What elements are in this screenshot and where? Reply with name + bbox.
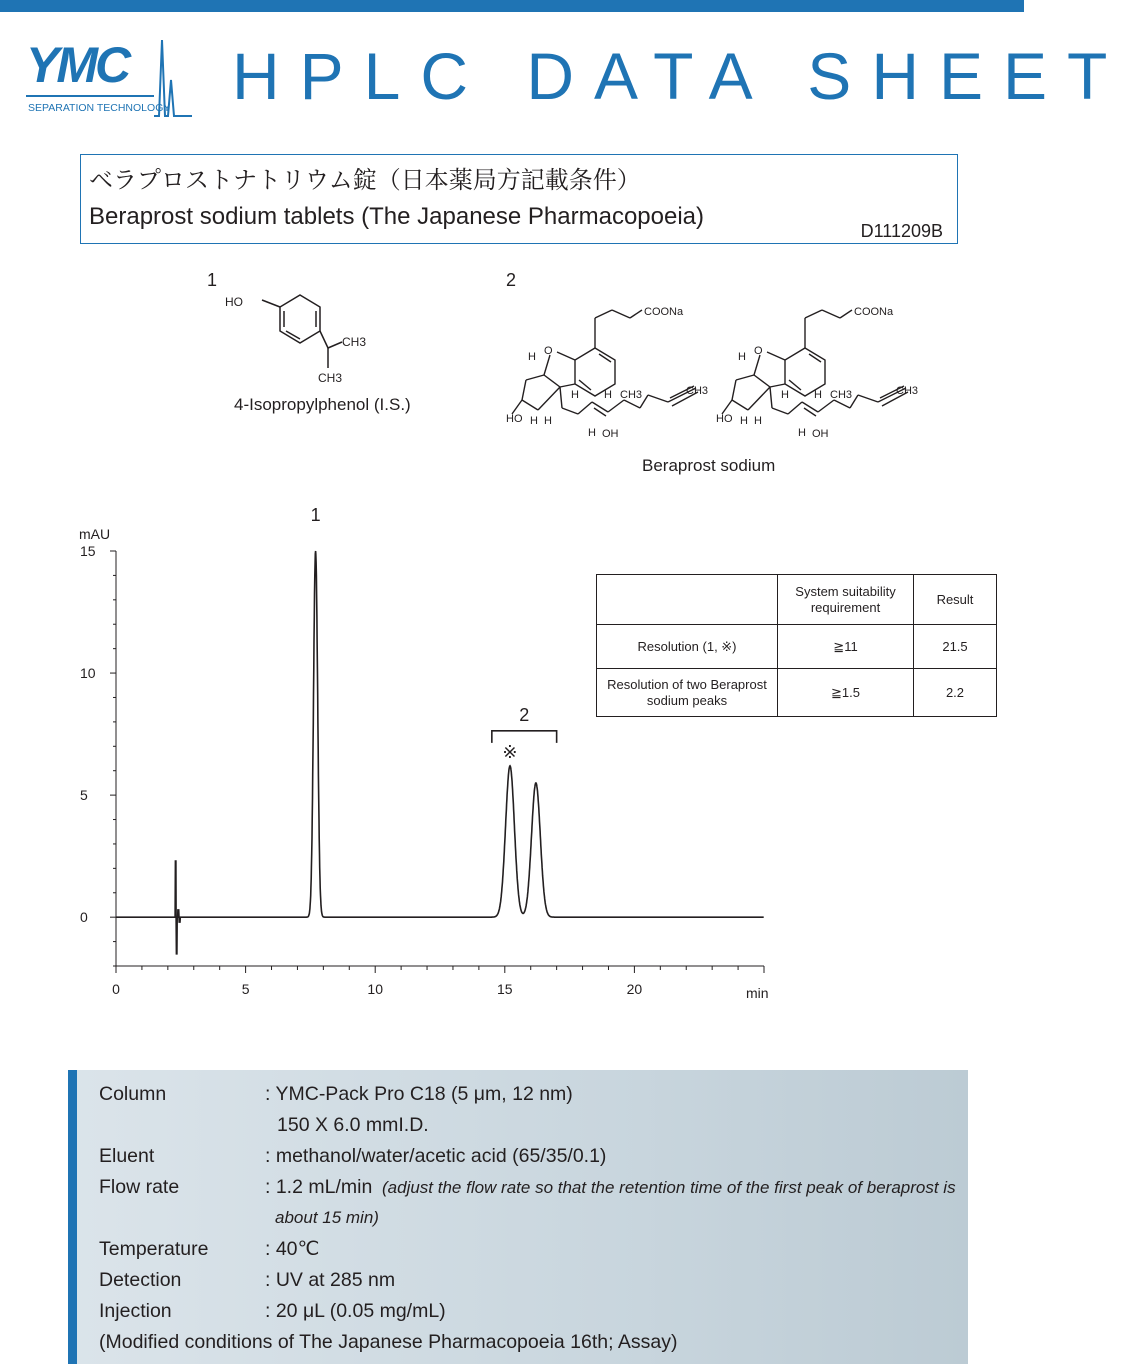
- chromatogram-chart: [0, 490, 1024, 1030]
- condition-flow-note-1: (adjust the flow rate so that the retention time of the first peak of beraprost is: [382, 1178, 956, 1197]
- conditions-panel: [68, 1070, 968, 1364]
- compound-2-label-h-e: H: [544, 415, 552, 427]
- compound-2-label-oh: OH: [602, 428, 619, 440]
- condition-injection-label: Injection: [99, 1300, 172, 1322]
- sst-row-2-item: Resolution of two Beraprost sodium peaks: [597, 669, 778, 717]
- sheet-title: HPLC DATA SHEET: [232, 39, 1127, 113]
- y-tick-label: 10: [80, 665, 96, 682]
- x-axis-label: min: [746, 985, 769, 1001]
- y-tick-label: 15: [80, 543, 96, 559]
- compound-2-label-h-f: H: [588, 427, 596, 439]
- sst-header-item: [597, 575, 778, 625]
- conditions-accent-bar: [68, 1070, 77, 1364]
- compound-2b-label-h-f: H: [798, 427, 806, 439]
- y-tick-label: 0: [80, 909, 88, 926]
- condition-flow-label: Flow rate: [99, 1176, 180, 1198]
- y-tick-label: 5: [80, 787, 88, 804]
- compound-2b-label-o: O: [754, 345, 763, 357]
- x-tick-label: 15: [497, 981, 513, 997]
- logo-text: YMC: [26, 37, 129, 93]
- compound-2-label-o: O: [544, 345, 553, 357]
- compound-2-label-h-b: H: [571, 389, 579, 401]
- sample-title-jp: ベラプロストナトリウム錠（日本薬局方記載条件）: [89, 167, 641, 194]
- x-tick-label: 0: [112, 981, 120, 997]
- compound-2-label-h-a: H: [528, 351, 536, 363]
- system-suitability-table: [596, 574, 997, 717]
- compound-2b-label-h-c: H: [814, 389, 822, 401]
- condition-detection-value: : UV at 285 nm: [265, 1269, 396, 1291]
- sample-title-en: Beraprost sodium tablets (The Japanese Pharmacopoeia): [89, 203, 704, 230]
- peak-ref-mark: ※: [502, 741, 518, 762]
- condition-eluent-label: Eluent: [99, 1145, 155, 1167]
- compound-2-label-coona: COONa: [644, 306, 684, 318]
- compound-1-label-ch3-b: CH3: [318, 371, 343, 385]
- peak-1-label: 1: [310, 505, 321, 525]
- condition-temperature-label: Temperature: [99, 1238, 209, 1260]
- compound-2b-label-coona: COONa: [854, 306, 894, 318]
- y-axis-label: mAU: [79, 526, 111, 542]
- compound-2b-label-oh: OH: [812, 428, 829, 440]
- compound-1-name: 4-Isopropylphenol (I.S.): [234, 395, 411, 414]
- x-tick-label: 5: [241, 981, 250, 997]
- condition-column-value: : YMC-Pack Pro C18 (5 μm, 12 nm): [265, 1083, 573, 1105]
- compound-2b-label-h-b: H: [781, 389, 789, 401]
- sst-row-2-result: 2.2: [914, 669, 997, 717]
- condition-injection-value: : 20 μL (0.05 mg/mL): [265, 1300, 446, 1322]
- sst-header-result: Result: [914, 575, 997, 625]
- compound-2b-label-ch3-a: CH3: [830, 389, 853, 401]
- compound-2-number: 2: [506, 270, 517, 290]
- document-code: D111209B: [860, 221, 943, 241]
- compound-2b-label-h-d: H: [740, 415, 748, 427]
- compound-1-label-ho: HO: [225, 295, 243, 309]
- condition-temperature-value: : 40℃: [265, 1238, 320, 1260]
- compound-2b-label-h-a: H: [738, 351, 746, 363]
- x-tick-label: 10: [367, 981, 383, 997]
- condition-flow-value: : 1.2 mL/min: [265, 1176, 373, 1198]
- compound-1-structure: [220, 290, 380, 390]
- compound-2-label-h-c: H: [604, 389, 612, 401]
- condition-column-label: Column: [99, 1083, 167, 1105]
- ymc-logo: [26, 30, 196, 122]
- compound-2b-label-ho: HO: [716, 413, 733, 425]
- sst-row-1-requirement: ≧11: [778, 625, 914, 669]
- condition-flow-note-2: about 15 min): [275, 1208, 379, 1227]
- compound-1-label-ch3-a: CH3: [342, 335, 367, 349]
- sst-row-2-requirement: ≧1.5: [778, 669, 914, 717]
- compound-2b-label-ch3-b: CH3: [896, 385, 919, 397]
- compound-2b-label-h-e: H: [754, 415, 762, 427]
- compound-2-label-h-d: H: [530, 415, 538, 427]
- compound-1-number: 1: [207, 270, 218, 290]
- x-tick-label: 20: [626, 981, 643, 997]
- compound-2-label-ho: HO: [506, 413, 523, 425]
- condition-eluent-value: : methanol/water/acetic acid (65/35/0.1): [265, 1145, 607, 1167]
- peak-group-label: 2: [519, 704, 530, 725]
- compound-2-label-ch3-b: CH3: [686, 385, 709, 397]
- compound-2-name: Beraprost sodium: [642, 456, 776, 475]
- logo-tagline: SEPARATION TECHNOLOGY: [28, 102, 171, 114]
- top-accent-bar: [0, 0, 1024, 12]
- compound-2-structure: [500, 290, 930, 450]
- condition-footnote-text: (Modified conditions of The Japanese Pharmacopoeia 16th; Assay): [99, 1331, 678, 1353]
- condition-detection-label: Detection: [99, 1269, 182, 1291]
- sample-title-box: [80, 154, 958, 244]
- compound-2-label-ch3-a: CH3: [620, 389, 643, 401]
- condition-column-dims-value: 150 X 6.0 mmI.D.: [277, 1114, 429, 1136]
- sst-row-1-result: 21.5: [914, 625, 997, 669]
- sst-row-1-item: Resolution (1, ※): [597, 625, 778, 669]
- sst-header-requirement: System suitability requirement: [778, 575, 914, 625]
